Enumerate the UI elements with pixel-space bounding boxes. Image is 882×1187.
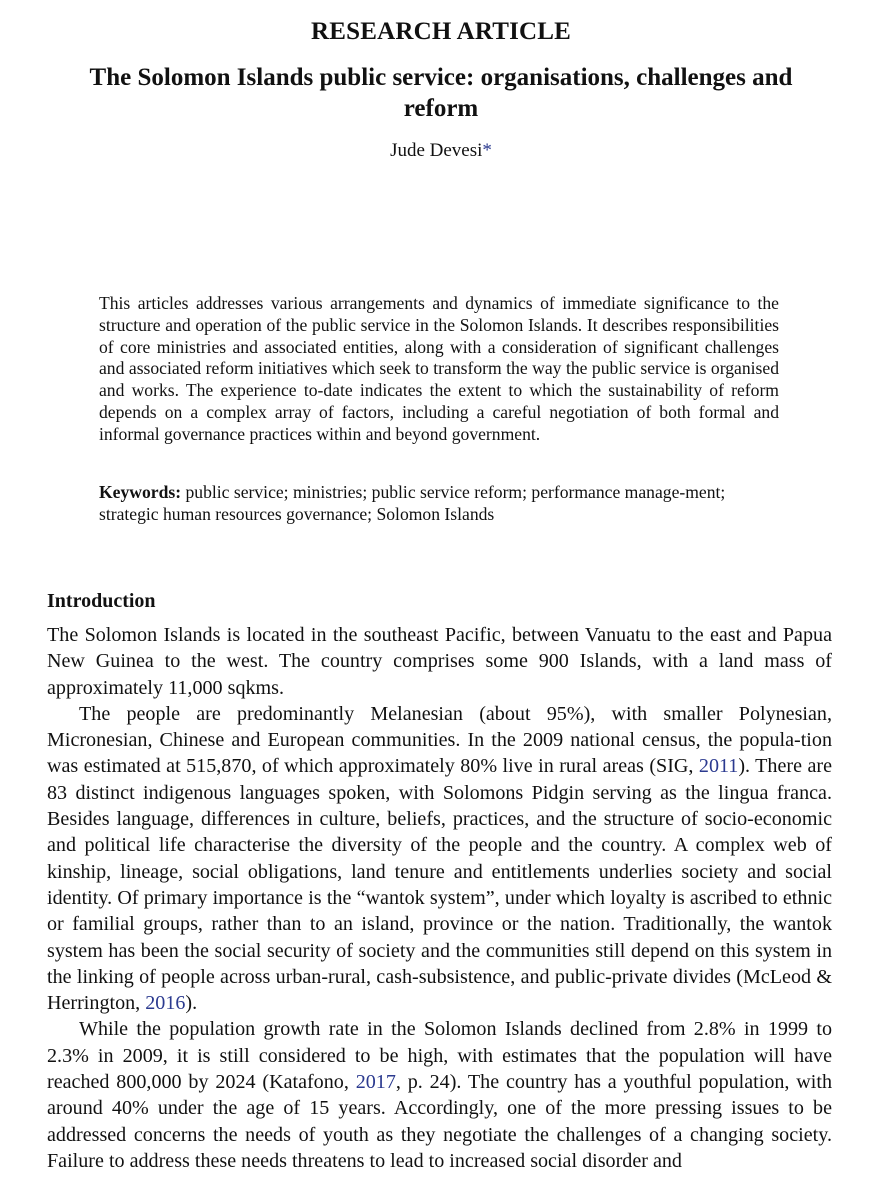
paragraph-2-text-b: ). There are 83 distinct indigenous languages spoken, with Solomons Pidgin serving as the lingua franca. Besides language, differences in culture, beliefs, practices, and the structure of socio-economic and political life characterise the diversity of the people and the country. A complex web of kinship, lineage, social obligations, land tenure and entitlements underlies society and social identity. Of primary importance is the “wantok system”, under which loyalty is ascribed to ethnic or familial groups, rather than to an island, province or the nation. Traditionally, the wantok system has been the social security of society and the communities still depend on this system in the linking of people across urban-rural, cash-subsistence, and public-private divides (McLeod & Herrington,: [47, 755, 832, 1015]
paragraph-2-text-c: ).: [185, 992, 198, 1015]
paragraph-3: [47, 1016, 832, 1174]
article-type-label: RESEARCH ARTICLE: [310, 18, 572, 45]
keywords: [99, 482, 779, 526]
keywords-list: public service; ministries; public service reform; performance manage-ment; strategic human resources governance; Solomon Islands: [99, 482, 726, 524]
section-heading-introduction: Introduction: [47, 590, 156, 612]
abstract: [99, 293, 779, 446]
article-title: The Solomon Islands public service: organisations, challenges and reform: [89, 64, 793, 122]
citation-link-katafono-2017[interactable]: 2017: [355, 1071, 396, 1094]
author-name: Jude Devesi: [390, 140, 483, 161]
abstract-text: This articles addresses various arrangements and dynamics of immediate significance to the structure and operation of the public service in the Solomon Islands. It describes responsibilities of core ministries and associated entities, along with a consideration of significant challenges and associated reform initiatives which seek to transform the way the public service is organised and works. The experience to-date indicates the extent to which the sustainability of reform depends on a complex array of factors, including a careful negotiation of both formal and informal governance practices within and beyond government.: [99, 293, 779, 444]
citation-link-mcleod-2016[interactable]: 2016: [145, 992, 186, 1015]
author-line: [0, 140, 882, 162]
paragraph-3-text-a: While the population growth rate in the Solomon Islands declined from 2.8% in 1999 to 2.3% in 2009, it is still considered to be high, with estimates that the population will have reached 800,000 by 2024 (Katafono,: [47, 1018, 832, 1094]
keywords-label: Keywords:: [99, 482, 182, 502]
paragraph-2-text-a: The people are predominantly Melanesian (about 95%), with smaller Polynesian, Micronesian, Chinese and European communities. In the 2009 national census, the popula-tion was estimated at 515,870, of which approximately 80% live in rural areas (SIG,: [47, 702, 832, 778]
citation-link-sig-2011[interactable]: 2011: [698, 755, 739, 778]
paragraph-2: [47, 701, 832, 1017]
paragraph-1: The Solomon Islands is located in the southeast Pacific, between Vanuatu to the east and Papua New Guinea to the west. The country comprises some 900 Islands, with a land mass of approximately 11,000 sqkms.: [47, 624, 832, 699]
introduction-body: [47, 622, 832, 1174]
author-footnote-link[interactable]: *: [482, 140, 492, 161]
paragraph-3-text-b: , p. 24). The country has a youthful population, with around 40% under the age of 15 years. Accordingly, one of the more pressing issues to be addressed concerns the needs of youth as they negotiate the challenges of a changing society. Failure to address these needs threatens to lead to increased social disorder and: [47, 1071, 833, 1172]
